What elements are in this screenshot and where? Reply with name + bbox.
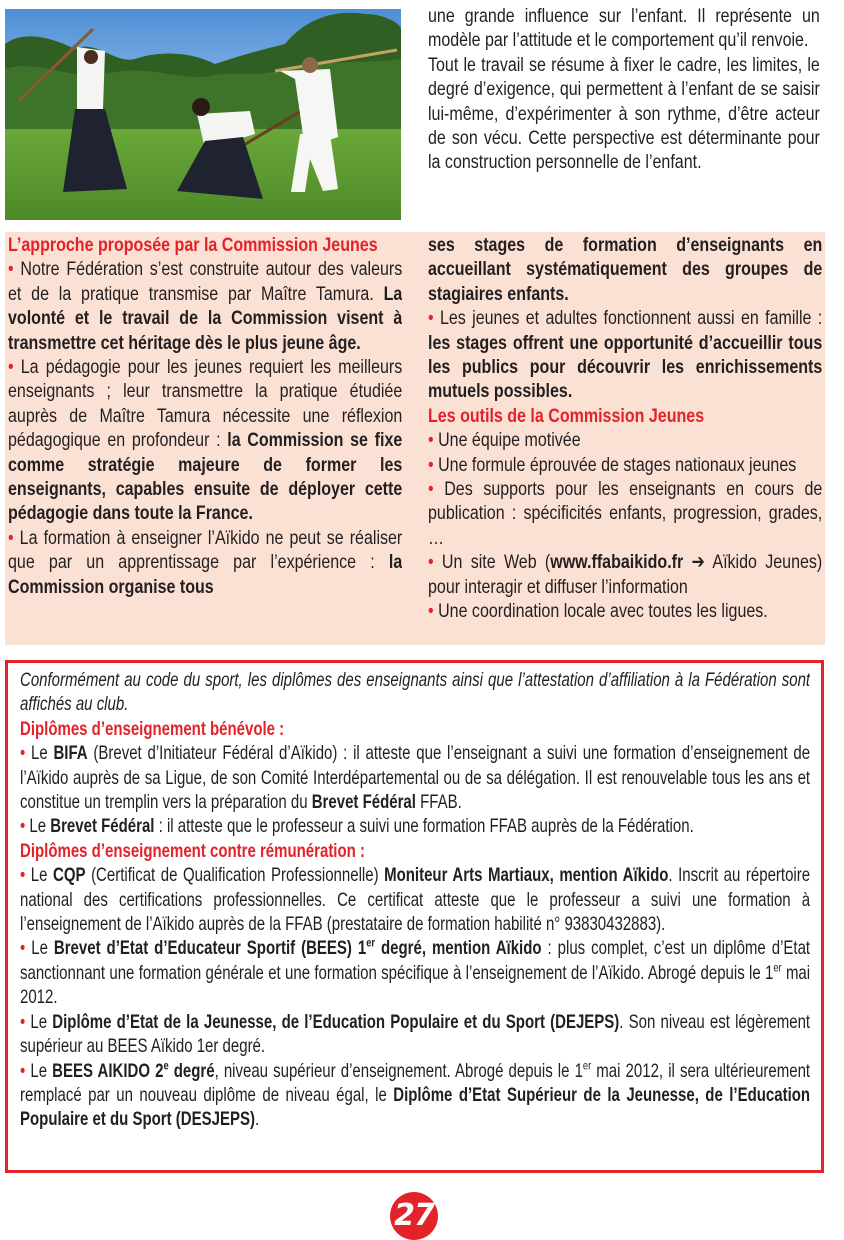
arrow-icon: ➔ bbox=[683, 551, 705, 574]
intro-paragraph-2: Tout le travail se résume à fixer le cadre, les limites, le degré d’exigence, qui permettent à l’enfant de se saisir lui-même, d’expérimenter à son rythme, d’être acteur de son vécu. Cette perspective est déterminante pour la construction personnelle de l’enfant. bbox=[428, 53, 820, 174]
bullet-icon: • bbox=[428, 453, 434, 476]
bullet-icon: • bbox=[428, 429, 434, 452]
aikido-photo bbox=[5, 9, 401, 220]
tools-heading: Les outils de la Commission Jeunes bbox=[428, 404, 705, 427]
tools-item-text: Des supports pour les enseignants en cours de publication : spécificités enfants, progression, grades, … bbox=[428, 478, 822, 549]
bullet-icon: • bbox=[20, 865, 26, 887]
tools-item-website bbox=[428, 550, 822, 599]
approach-bullet-3-continued: ses stages de formation d’enseignants en accueillant systématiquement des groupes de stagiaires enfants. bbox=[428, 234, 822, 305]
bullet-4-text: Les jeunes et adultes fonctionnent aussi en famille : bbox=[433, 307, 822, 330]
commission-jeunes-box bbox=[5, 232, 825, 645]
remuneration-heading: Diplômes d’enseignement contre rémunération : bbox=[20, 840, 365, 862]
website-prefix: Un site Web ( bbox=[433, 551, 551, 574]
intro-text bbox=[428, 4, 820, 224]
bullet-icon: • bbox=[20, 743, 26, 765]
tools-item bbox=[428, 453, 822, 477]
page-number-badge: 27 bbox=[390, 1192, 438, 1240]
approach-bullet-4 bbox=[428, 306, 822, 404]
tools-item bbox=[428, 599, 822, 623]
bullet-icon: • bbox=[20, 1011, 26, 1033]
tools-item-text: Une formule éprouvée de stages nationaux jeunes bbox=[433, 453, 797, 476]
approach-bullet-3: • La formation à enseigner l’Aïkido ne peut se réaliser que par un apprentissage par l’expérience : la Commission organise tous bbox=[8, 526, 402, 598]
website-url: www.ffabaikido.fr bbox=[550, 551, 684, 574]
bees2-item: • Le BEES AIKIDO 2e degré, niveau supérieur d’enseignement. Abrogé depuis le 1er mai 2012, il sera ultérieurement remplacé par un nouveau diplôme de niveau égal, le Diplôme d’Etat Supérieur de la Jeunesse, de l’Education Populaire et du Sport (DESJEPS). bbox=[20, 1057, 810, 1131]
tools-item bbox=[428, 428, 822, 452]
bullet-icon: • bbox=[8, 356, 14, 379]
bees1-item: • Le Brevet d’Etat d’Educateur Sportif (BEES) 1er degré, mention Aïkido : plus complet, c’est un diplôme d’Etat sanctionnant une formation générale et une formation spécifique à l’enseignement de l’Aïkido. Abrogé depuis le 1er mai 2012. bbox=[20, 935, 810, 1009]
pink-column-right bbox=[428, 233, 822, 645]
aikido-photo-illustration bbox=[5, 9, 401, 220]
brevet-federal-item: • Le Brevet Fédéral : il atteste que le professeur a suivi une formation FFAB auprès de la Fédération. bbox=[20, 816, 694, 838]
bullet-icon: • bbox=[428, 307, 434, 330]
bullet-icon: • bbox=[20, 816, 26, 838]
diplomas-box bbox=[5, 660, 824, 1173]
approach-bullet-1: • Notre Fédération s’est construite autour des valeurs et de la pratique transmise par Maître Tamura. La volonté et le travail de la Commission visent à transmettre cet héritage dès le plus jeune âge. bbox=[8, 258, 402, 354]
diplomas-intro: Conformément au code du sport, les diplômes des enseignants ainsi que l’attestation d’affiliation à la Fédération sont affichés au club. bbox=[20, 670, 810, 716]
dejeps-item: • Le Diplôme d’Etat de la Jeunesse, de l’Education Populaire et du Sport (DEJEPS). Son niveau est légèrement supérieur au BEES Aïkido 1er degré. bbox=[20, 1011, 810, 1058]
bullet-icon: • bbox=[8, 526, 14, 549]
bullet-icon: • bbox=[20, 1060, 26, 1082]
bullet-icon: • bbox=[428, 478, 434, 501]
bifa-item: • Le BIFA (Brevet d’Initiateur Fédéral d’Aïkido) : il atteste que l’enseignant a suivi une formation d’enseignement de l’Aïkido auprès de sa Ligue, de son Comité Interdépartemental ou de sa délégation. Il est renouvelable tous les ans et constitue un tremplin vers la préparation du Brevet Fédéral FFAB. bbox=[20, 743, 810, 814]
tools-item-text: Une coordination locale avec toutes les ligues. bbox=[433, 600, 768, 623]
bullet-icon: • bbox=[428, 551, 434, 574]
bullet-4-bold: les stages offrent une opportunité d’accueillir tous les publics pour découvrir les enrichissements mutuels possibles. bbox=[428, 331, 822, 403]
cqp-item: • Le CQP (Certificat de Qualification Professionnelle) Moniteur Arts Martiaux, mention Aïkido. Inscrit au répertoire national des certifications professionnelles. Ce certificat atteste que le professeur a suivi une formation à l’enseignement de l’Aïkido auprès de la FFAB (prestataire de formation habilité n° 93830432883). bbox=[20, 865, 810, 936]
bullet-icon: • bbox=[20, 938, 26, 960]
pink-column-left bbox=[8, 233, 402, 645]
tools-item-text: Une équipe motivée bbox=[433, 429, 581, 452]
tools-item bbox=[428, 477, 822, 550]
bullet-icon: • bbox=[428, 600, 434, 623]
website-suffix: Aïkido Jeunes) pour interagir et diffuser l’information bbox=[428, 551, 822, 598]
intro-paragraph-1: une grande influence sur l’enfant. Il représente un modèle par l’attitude et le comportement qu’il renvoie. bbox=[428, 5, 820, 52]
approach-bullet-2: • La pédagogie pour les jeunes requiert les meilleurs enseignants ; leur transmettre la pratique étudiée auprès de Maître Tamura nécessite une réflexion pédagogique en profondeur : la Commission se fixe comme stratégie majeure de former les enseignants, capables ensuite de déployer cette pédagogie dans toute la France. bbox=[8, 356, 402, 525]
approach-heading: L’approche proposée par la Commission Jeunes bbox=[8, 234, 378, 256]
bullet-icon: • bbox=[8, 258, 14, 281]
benevole-heading: Diplômes d’enseignement bénévole : bbox=[20, 718, 285, 740]
